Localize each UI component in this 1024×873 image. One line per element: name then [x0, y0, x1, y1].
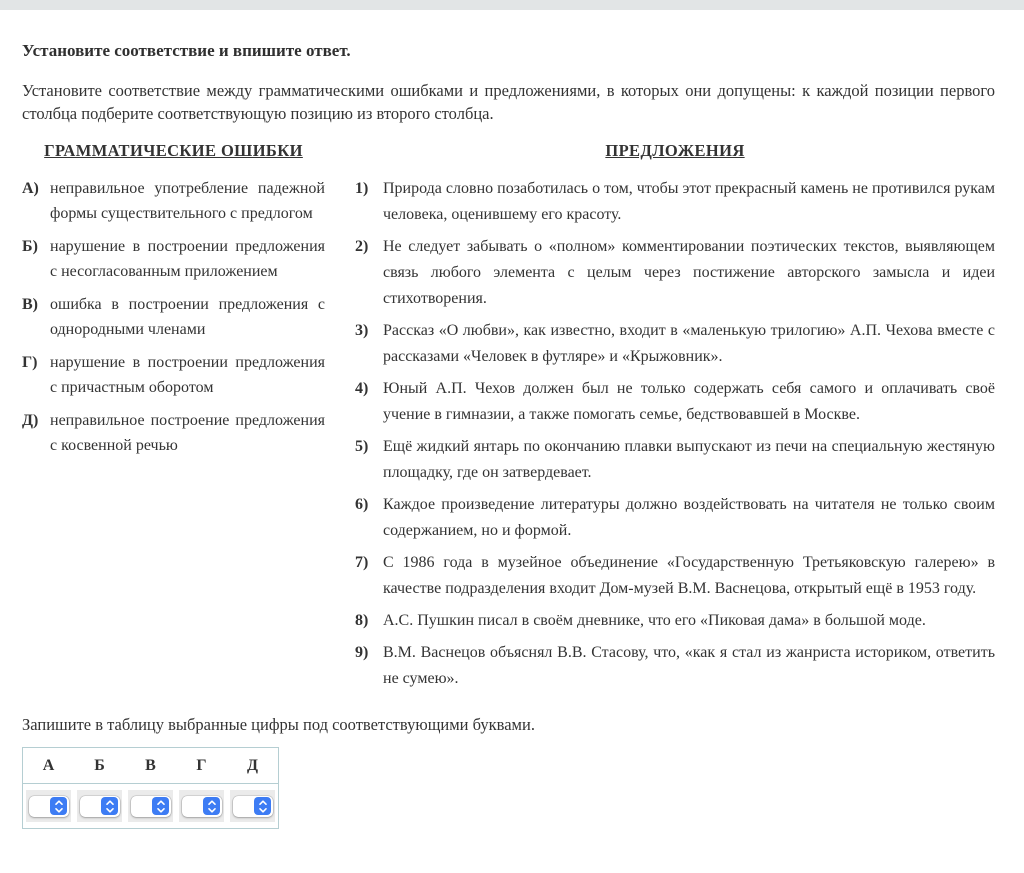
error-item-label: А) [22, 180, 39, 197]
error-item-label: В) [22, 296, 38, 313]
sentence-item-text: Не следует забывать о «полном» комментировании поэтических текстов, выявляющем связь любого элемента с целым через постижение авторского замысла и идеи стихотворения. [383, 238, 995, 307]
answer-select-d[interactable] [233, 796, 273, 817]
sentence-item-text: Каждое произведение литературы должно воздействовать на читателя не только своим содержанием, но и формой. [383, 496, 995, 539]
sentence-item-number: 4) [355, 380, 369, 397]
sentence-item-number: 5) [355, 438, 369, 455]
sentence-item-9 [355, 640, 995, 692]
sentence-item-text: В.М. Васнецов объяснял В.В. Стасову, что, «как я стал из жанриста историком, ответить не сумею». [383, 644, 995, 687]
error-item-text: неправильное употребление падежной формы существительного с предлогом [50, 180, 325, 222]
answer-cell-v [125, 784, 176, 829]
answer-cell-a [23, 784, 75, 829]
error-item-g [22, 350, 325, 400]
answer-col-header-g: Г [176, 748, 227, 784]
select-tray [77, 790, 122, 822]
answer-cell-b [74, 784, 125, 829]
select-chevrons-icon [152, 797, 169, 815]
error-item-a [22, 176, 325, 226]
sentences-column [355, 141, 995, 698]
select-chevrons-icon [50, 797, 67, 815]
select-chevrons-icon [101, 797, 118, 815]
error-item-b [22, 234, 325, 284]
sentence-item-text: Ещё жидкий янтарь по окончанию плавки выпускают из печи на специальную жестяную площадку, где он затвердевает. [383, 438, 995, 481]
sentence-item-number: 7) [355, 554, 369, 571]
errors-column-header: ГРАММАТИЧЕСКИЕ ОШИБКИ [44, 141, 303, 160]
sentence-item-6 [355, 492, 995, 544]
sentence-item-text: Рассказ «О любви», как известно, входит в «маленькую трилогию» А.П. Чехова вместе с рассказами «Человек в футляре» и «Крыжовник». [383, 322, 995, 365]
select-tray [26, 790, 71, 822]
answer-select-b[interactable] [80, 796, 120, 817]
answer-cell-g [176, 784, 227, 829]
sentence-item-number: 6) [355, 496, 369, 513]
answer-col-header-d: Д [227, 748, 279, 784]
answer-table-header-row [23, 748, 279, 784]
select-tray [179, 790, 224, 822]
sentence-item-1 [355, 176, 995, 228]
error-item-label: Г) [22, 354, 38, 371]
answer-col-header-a: А [23, 748, 75, 784]
answer-select-a[interactable] [29, 796, 69, 817]
select-tray [128, 790, 173, 822]
sentence-item-text: Природа словно позаботилась о том, чтобы этот прекрасный камень не противился рукам человека, оценившему его красоту. [383, 180, 995, 223]
error-item-text: неправильное построение предложения с косвенной речью [50, 412, 325, 454]
select-chevrons-icon [203, 797, 220, 815]
answer-table [22, 747, 279, 829]
error-item-label: Д) [22, 412, 39, 429]
sentence-item-number: 8) [355, 612, 369, 629]
sentence-item-7 [355, 550, 995, 602]
answer-instruction: Запишите в таблицу выбранные цифры под соответствующими буквами. [22, 715, 535, 734]
top-bar [0, 0, 1024, 10]
page-title: Установите соответствие и впишите ответ. [22, 41, 351, 60]
answer-select-g[interactable] [182, 796, 222, 817]
answer-cell-d [227, 784, 279, 829]
sentence-item-2 [355, 234, 995, 312]
sentence-item-5 [355, 434, 995, 486]
sentence-item-number: 1) [355, 180, 369, 197]
sentence-item-4 [355, 376, 995, 428]
answer-table-select-row [23, 784, 279, 829]
error-item-text: нарушение в построении предложения с несогласованным приложением [50, 238, 325, 280]
sentences-column-header: ПРЕДЛОЖЕНИЯ [605, 141, 745, 160]
sentence-item-number: 9) [355, 644, 369, 661]
sentence-item-number: 3) [355, 322, 369, 339]
error-item-text: ошибка в построении предложения с однородными членами [50, 296, 325, 338]
errors-column [22, 141, 325, 466]
sentence-item-text: С 1986 года в музейное объединение «Государственную Третьяковскую галерею» в качестве подразделения входит Дом-музей В.М. Васнецова, открытый ещё в 1953 году. [383, 554, 995, 597]
sentence-item-number: 2) [355, 238, 369, 255]
error-item-v [22, 292, 325, 342]
task-instruction: Установите соответствие между грамматическими ошибками и предложениями, в которых они допущены: к каждой позиции первого столбца подберите соответствующую позицию из второго столбца. [22, 81, 995, 123]
answer-col-header-v: В [125, 748, 176, 784]
select-tray [230, 790, 275, 822]
answer-col-header-b: Б [74, 748, 125, 784]
sentence-item-text: Юный А.П. Чехов должен был не только содержать себя самого и оплачивать своё учение в гимназии, а также помогать семье, бедствовавшей в Москве. [383, 380, 995, 423]
matching-columns [22, 141, 995, 698]
sentence-item-8 [355, 608, 995, 634]
error-item-text: нарушение в построении предложения с причастным оборотом [50, 354, 325, 396]
error-item-label: Б) [22, 238, 38, 255]
task-page [0, 10, 1024, 829]
select-chevrons-icon [254, 797, 271, 815]
error-item-d [22, 408, 325, 458]
answer-select-v[interactable] [131, 796, 171, 817]
sentence-item-3 [355, 318, 995, 370]
sentence-item-text: А.С. Пушкин писал в своём дневнике, что его «Пиковая дама» в большой моде. [383, 612, 926, 629]
